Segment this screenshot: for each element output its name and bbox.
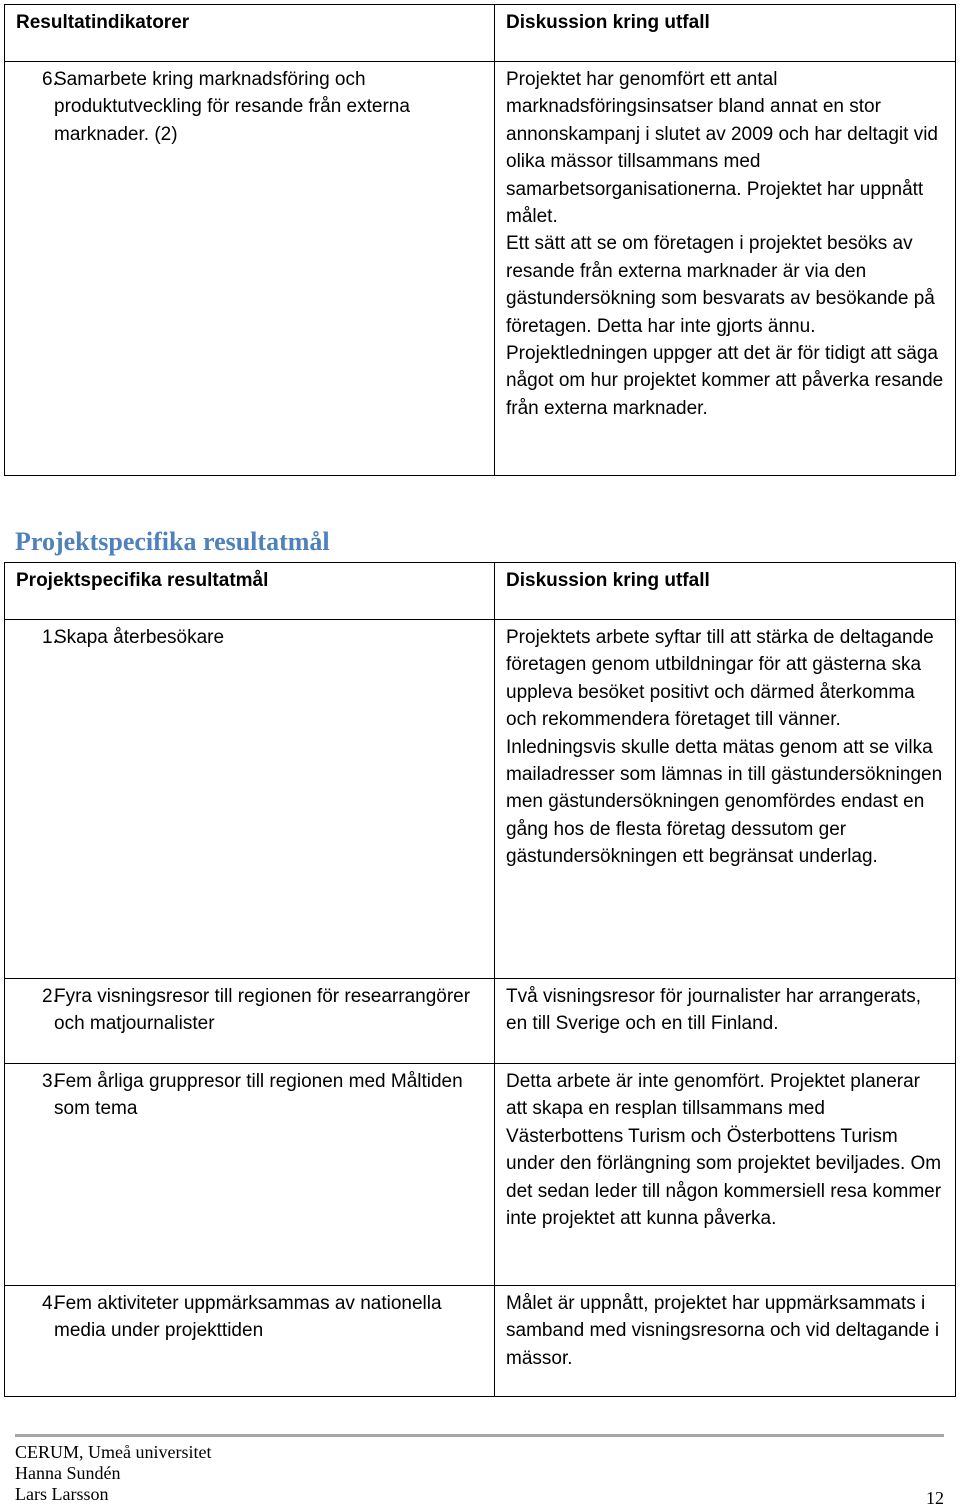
- goal-text: Fem aktiviteter uppmärksammas av nationella media under projekttiden: [54, 1293, 442, 1342]
- goal-cell: [5, 1064, 495, 1286]
- table-header-discussion: Diskussion kring utfall: [495, 5, 956, 62]
- footer-divider: [15, 1434, 944, 1437]
- footer: [15, 1442, 211, 1505]
- results-indicator-table: [4, 4, 956, 476]
- footer-author: Hanna Sundén: [15, 1463, 121, 1483]
- item-number: 1.: [42, 627, 58, 648]
- discussion-paragraph: Projektet har genomfört ett antal marknadsföringsinsatser bland annat en stor annonskampanj i slutet av 2009 och har deltagit vid olika mässor tillsammans med samarbetsorganisationerna. Projektet har uppnått målet.: [506, 69, 938, 228]
- indicator-text: Samarbete kring marknadsföring och produktutveckling för resande från externa marknader. (2): [54, 69, 410, 145]
- table-header-row: [5, 5, 956, 62]
- discussion-paragraph: Projektledningen uppger att det är för tidigt att säga något om hur projektet kommer att påverka resande från externa marknader.: [506, 343, 944, 419]
- item-number: 4.: [42, 1293, 58, 1314]
- footer-author: Lars Larsson: [15, 1484, 109, 1504]
- table-row: [5, 620, 956, 979]
- discussion-cell: [495, 62, 956, 476]
- item-number: 3.: [42, 1071, 58, 1092]
- project-goals-table: [4, 562, 956, 1397]
- goal-text: Fem årliga gruppresor till regionen med Måltiden som tema: [54, 1071, 463, 1120]
- discussion-paragraph: Inledningsvis skulle detta mätas genom att se vilka mailadresser som lämnas in till gästundersökningen men gästundersökningen genomfördes endast en gång hos de flesta företag dessutom ger gästundersökningen ett begränsat underlag.: [506, 736, 943, 868]
- discussion-paragraph: Målet är uppnått, projektet har uppmärksammats i samband med visningsresorna och vid deltagande i mässor.: [506, 1293, 940, 1369]
- discussion-paragraph: Två visningsresor för journalister har arrangerats, en till Sverige och en till Finland.: [506, 986, 922, 1035]
- goal-cell: [5, 1286, 495, 1397]
- goal-cell: [5, 620, 495, 979]
- goal-text: Fyra visningsresor till regionen för researrangörer och matjournalister: [54, 986, 471, 1035]
- table-row: [5, 979, 956, 1064]
- table-header-indicators: Resultatindikatorer: [5, 5, 495, 62]
- table-row: [5, 62, 956, 476]
- footer-organization: CERUM, Umeå universitet: [15, 1442, 212, 1462]
- table-header-discussion: Diskussion kring utfall: [495, 563, 956, 620]
- discussion-paragraph: Projektets arbete syftar till att stärka de deltagande företagen genom utbildningar för att gästerna ska uppleva besöket positivt och därmed återkomma och rekommendera företaget till vänner.: [506, 627, 934, 731]
- table-header-goals: Projektspecifika resultatmål: [5, 563, 495, 620]
- discussion-paragraph: Detta arbete är inte genomfört. Projektet planerar att skapa en resplan tillsammans med Västerbottens Turism och Österbottens Turism under den förlängning som projektet beviljades. Om det sedan leder till någon kommersiell resa kommer inte projektet att kunna påverka.: [506, 1071, 942, 1230]
- discussion-cell: [495, 620, 956, 979]
- discussion-cell: [495, 1064, 956, 1286]
- table-header-row: [5, 563, 956, 620]
- page-number: 12: [926, 1488, 944, 1508]
- item-number: 6.: [42, 69, 58, 90]
- table-row: [5, 1064, 956, 1286]
- item-number: 2.: [42, 986, 58, 1007]
- table-row: [5, 1286, 956, 1397]
- discussion-cell: [495, 979, 956, 1064]
- goal-text: Skapa återbesökare: [54, 627, 225, 648]
- discussion-cell: [495, 1286, 956, 1397]
- discussion-paragraph: Ett sätt att se om företagen i projektet besöks av resande från externa marknader är via den gästundersökning som besvarats av besökande på företagen. Detta har inte gjorts ännu.: [506, 233, 935, 337]
- goal-cell: [5, 979, 495, 1064]
- indicator-cell: [5, 62, 495, 476]
- section-title: Projektspecifika resultatmål: [15, 527, 330, 556]
